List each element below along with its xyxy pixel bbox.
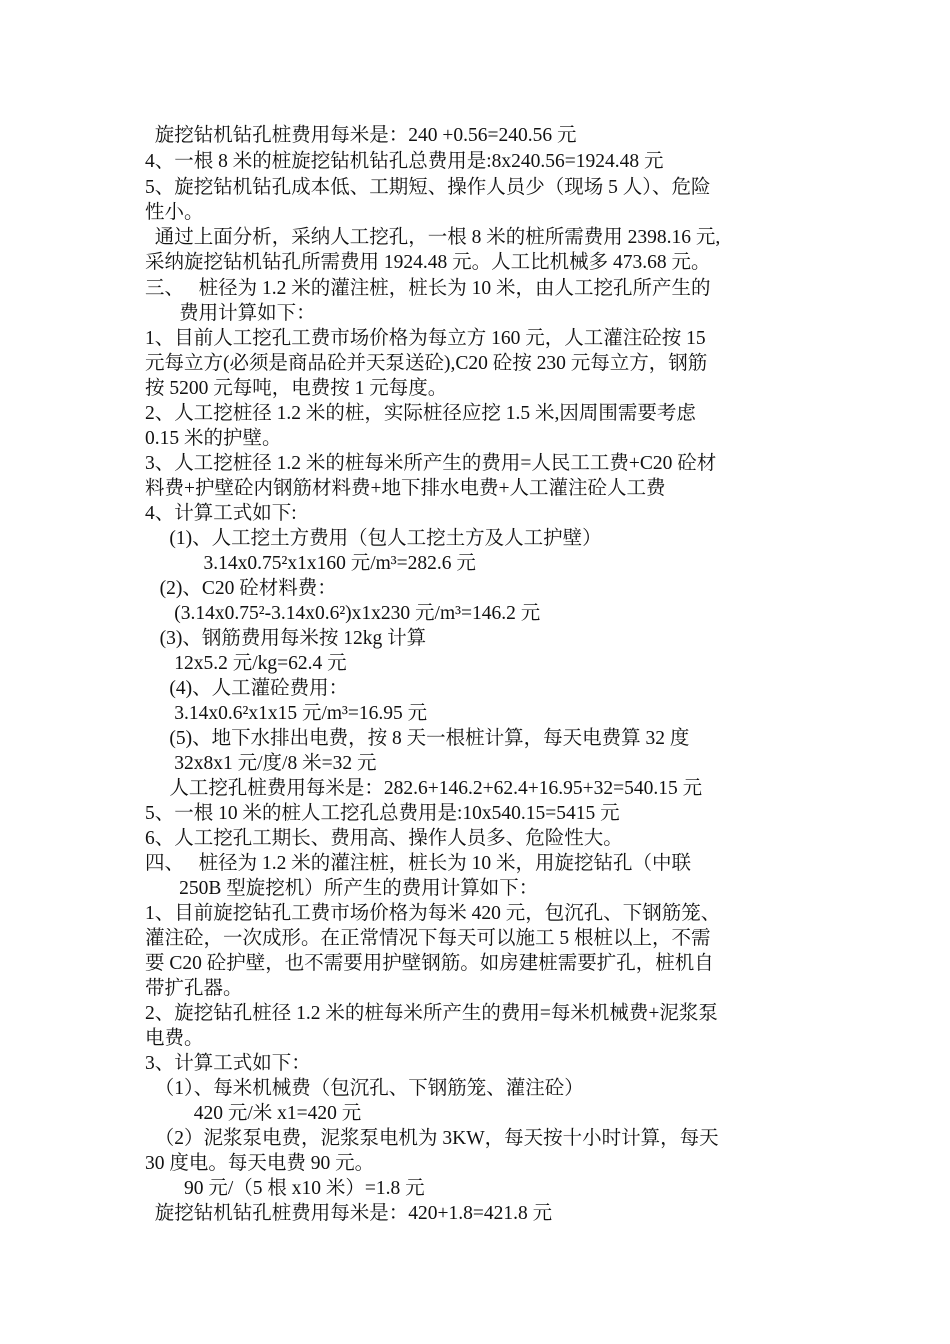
text-line: (1)、人工挖土方费用（包人工挖土方及人工护壁） xyxy=(145,528,602,549)
text-line: 3.14x0.6²x1x15 元/m³=16.95 元 xyxy=(145,703,428,724)
text-line: 1、目前人工挖孔工费市场价格为每立方 160 元，人工灌注砼按 15 xyxy=(145,328,706,349)
text-line: 2、人工挖桩径 1.2 米的桩，实际桩径应挖 1.5 米,因周围需要考虑 xyxy=(145,403,696,424)
text-line: 3、人工挖桩径 1.2 米的桩每米所产生的费用=人民工工费+C20 砼材 xyxy=(145,453,717,474)
text-line: 元每立方(必须是商品砼并天泵送砼),C20 砼按 230 元每立方，钢筋 xyxy=(145,353,708,374)
text-line: 旋挖钻机钻孔桩费用每米是：420+1.8=421.8 元 xyxy=(145,1203,553,1224)
text-line: 采纳旋挖钻机钻孔所需费用 1924.48 元。人工比机械多 473.68 元。 xyxy=(145,252,711,273)
text-line: 5、旋挖钻机钻孔成本低、工期短、操作人员少（现场 5 人）、危险 xyxy=(145,177,711,198)
text-line: (2)、C20 砼材料费： xyxy=(145,578,337,599)
text-line: 四、 桩径为 1.2 米的灌注桩，桩长为 10 米，用旋挖钻孔（中联 xyxy=(145,853,692,874)
text-line: 要 C20 砼护壁，也不需要用护壁钢筋。如房建桩需要扩孔，桩机自 xyxy=(145,953,714,974)
text-line: 3、计算工式如下： xyxy=(145,1053,311,1074)
text-line: 1、目前旋挖钻孔工费市场价格为每米 420 元，包沉孔、下钢筋笼、 xyxy=(145,903,721,924)
text-line: 通过上面分析，采纳人工挖孔，一根 8 米的桩所需费用 2398.16 元, xyxy=(145,227,721,248)
text-line: （2）泥浆泵电费，泥浆泵电机为 3KW，每天按十小时计算，每天 xyxy=(145,1128,719,1149)
text-line: 旋挖钻机钻孔桩费用每米是：240 +0.56=240.56 元 xyxy=(145,125,577,146)
text-line: 420 元/米 x1=420 元 xyxy=(145,1103,362,1124)
text-line: 性小。 xyxy=(145,202,204,223)
text-line: 人工挖孔桩费用每米是：282.6+146.2+62.4+16.95+32=540.15 元 xyxy=(145,778,703,799)
text-line: 6、人工挖孔工期长、费用高、操作人员多、危险性大。 xyxy=(145,828,623,849)
text-line: 0.15 米的护壁。 xyxy=(145,428,282,449)
text-line: 灌注砼，一次成形。在正常情况下每天可以施工 5 根桩以上，不需 xyxy=(145,928,711,949)
text-line: 三、 桩径为 1.2 米的灌注桩，桩长为 10 米，由人工挖孔所产生的 xyxy=(145,278,711,299)
text-line: 带扩孔器。 xyxy=(145,978,243,999)
text-line: 3.14x0.75²x1x160 元/m³=282.6 元 xyxy=(145,553,476,574)
text-line: (4)、人工灌砼费用： xyxy=(145,678,349,699)
text-line: 2、旋挖钻孔桩径 1.2 米的桩每米所产生的费用=每米机械费+泥浆泵 xyxy=(145,1003,718,1024)
text-line: 12x5.2 元/kg=62.4 元 xyxy=(145,653,347,674)
text-line: 电费。 xyxy=(145,1028,204,1049)
text-line: 5、一根 10 米的桩人工挖孔总费用是:10x540.15=5415 元 xyxy=(145,803,620,824)
text-line: （1）、每米机械费（包沉孔、下钢筋笼、灌注砼） xyxy=(145,1078,584,1099)
text-line: 4、计算工式如下: xyxy=(145,503,297,524)
text-line: (3.14x0.75²-3.14x0.6²)x1x230 元/m³=146.2 元 xyxy=(145,603,541,624)
text-line: 30 度电。每天电费 90 元。 xyxy=(145,1153,375,1174)
text-line: 料费+护壁砼内钢筋材料费+地下排水电费+人工灌注砼人工费 xyxy=(145,478,666,499)
text-line: (3)、钢筋费用每米按 12kg 计算 xyxy=(145,628,427,649)
text-line: 32x8x1 元/度/8 米=32 元 xyxy=(145,753,377,774)
text-line: 90 元/（5 根 x10 米）=1.8 元 xyxy=(145,1178,425,1199)
text-line: 费用计算如下： xyxy=(145,303,316,324)
text-line: 按 5200 元每吨，电费按 1 元每度。 xyxy=(145,378,448,399)
text-line: 4、一根 8 米的桩旋挖钻机钻孔总费用是:8x240.56=1924.48 元 xyxy=(145,151,664,172)
text-line: (5)、地下水排出电费，按 8 天一根桩计算，每天电费算 32 度 xyxy=(145,728,690,749)
text-line: 250B 型旋挖机）所产生的费用计算如下： xyxy=(145,878,539,899)
